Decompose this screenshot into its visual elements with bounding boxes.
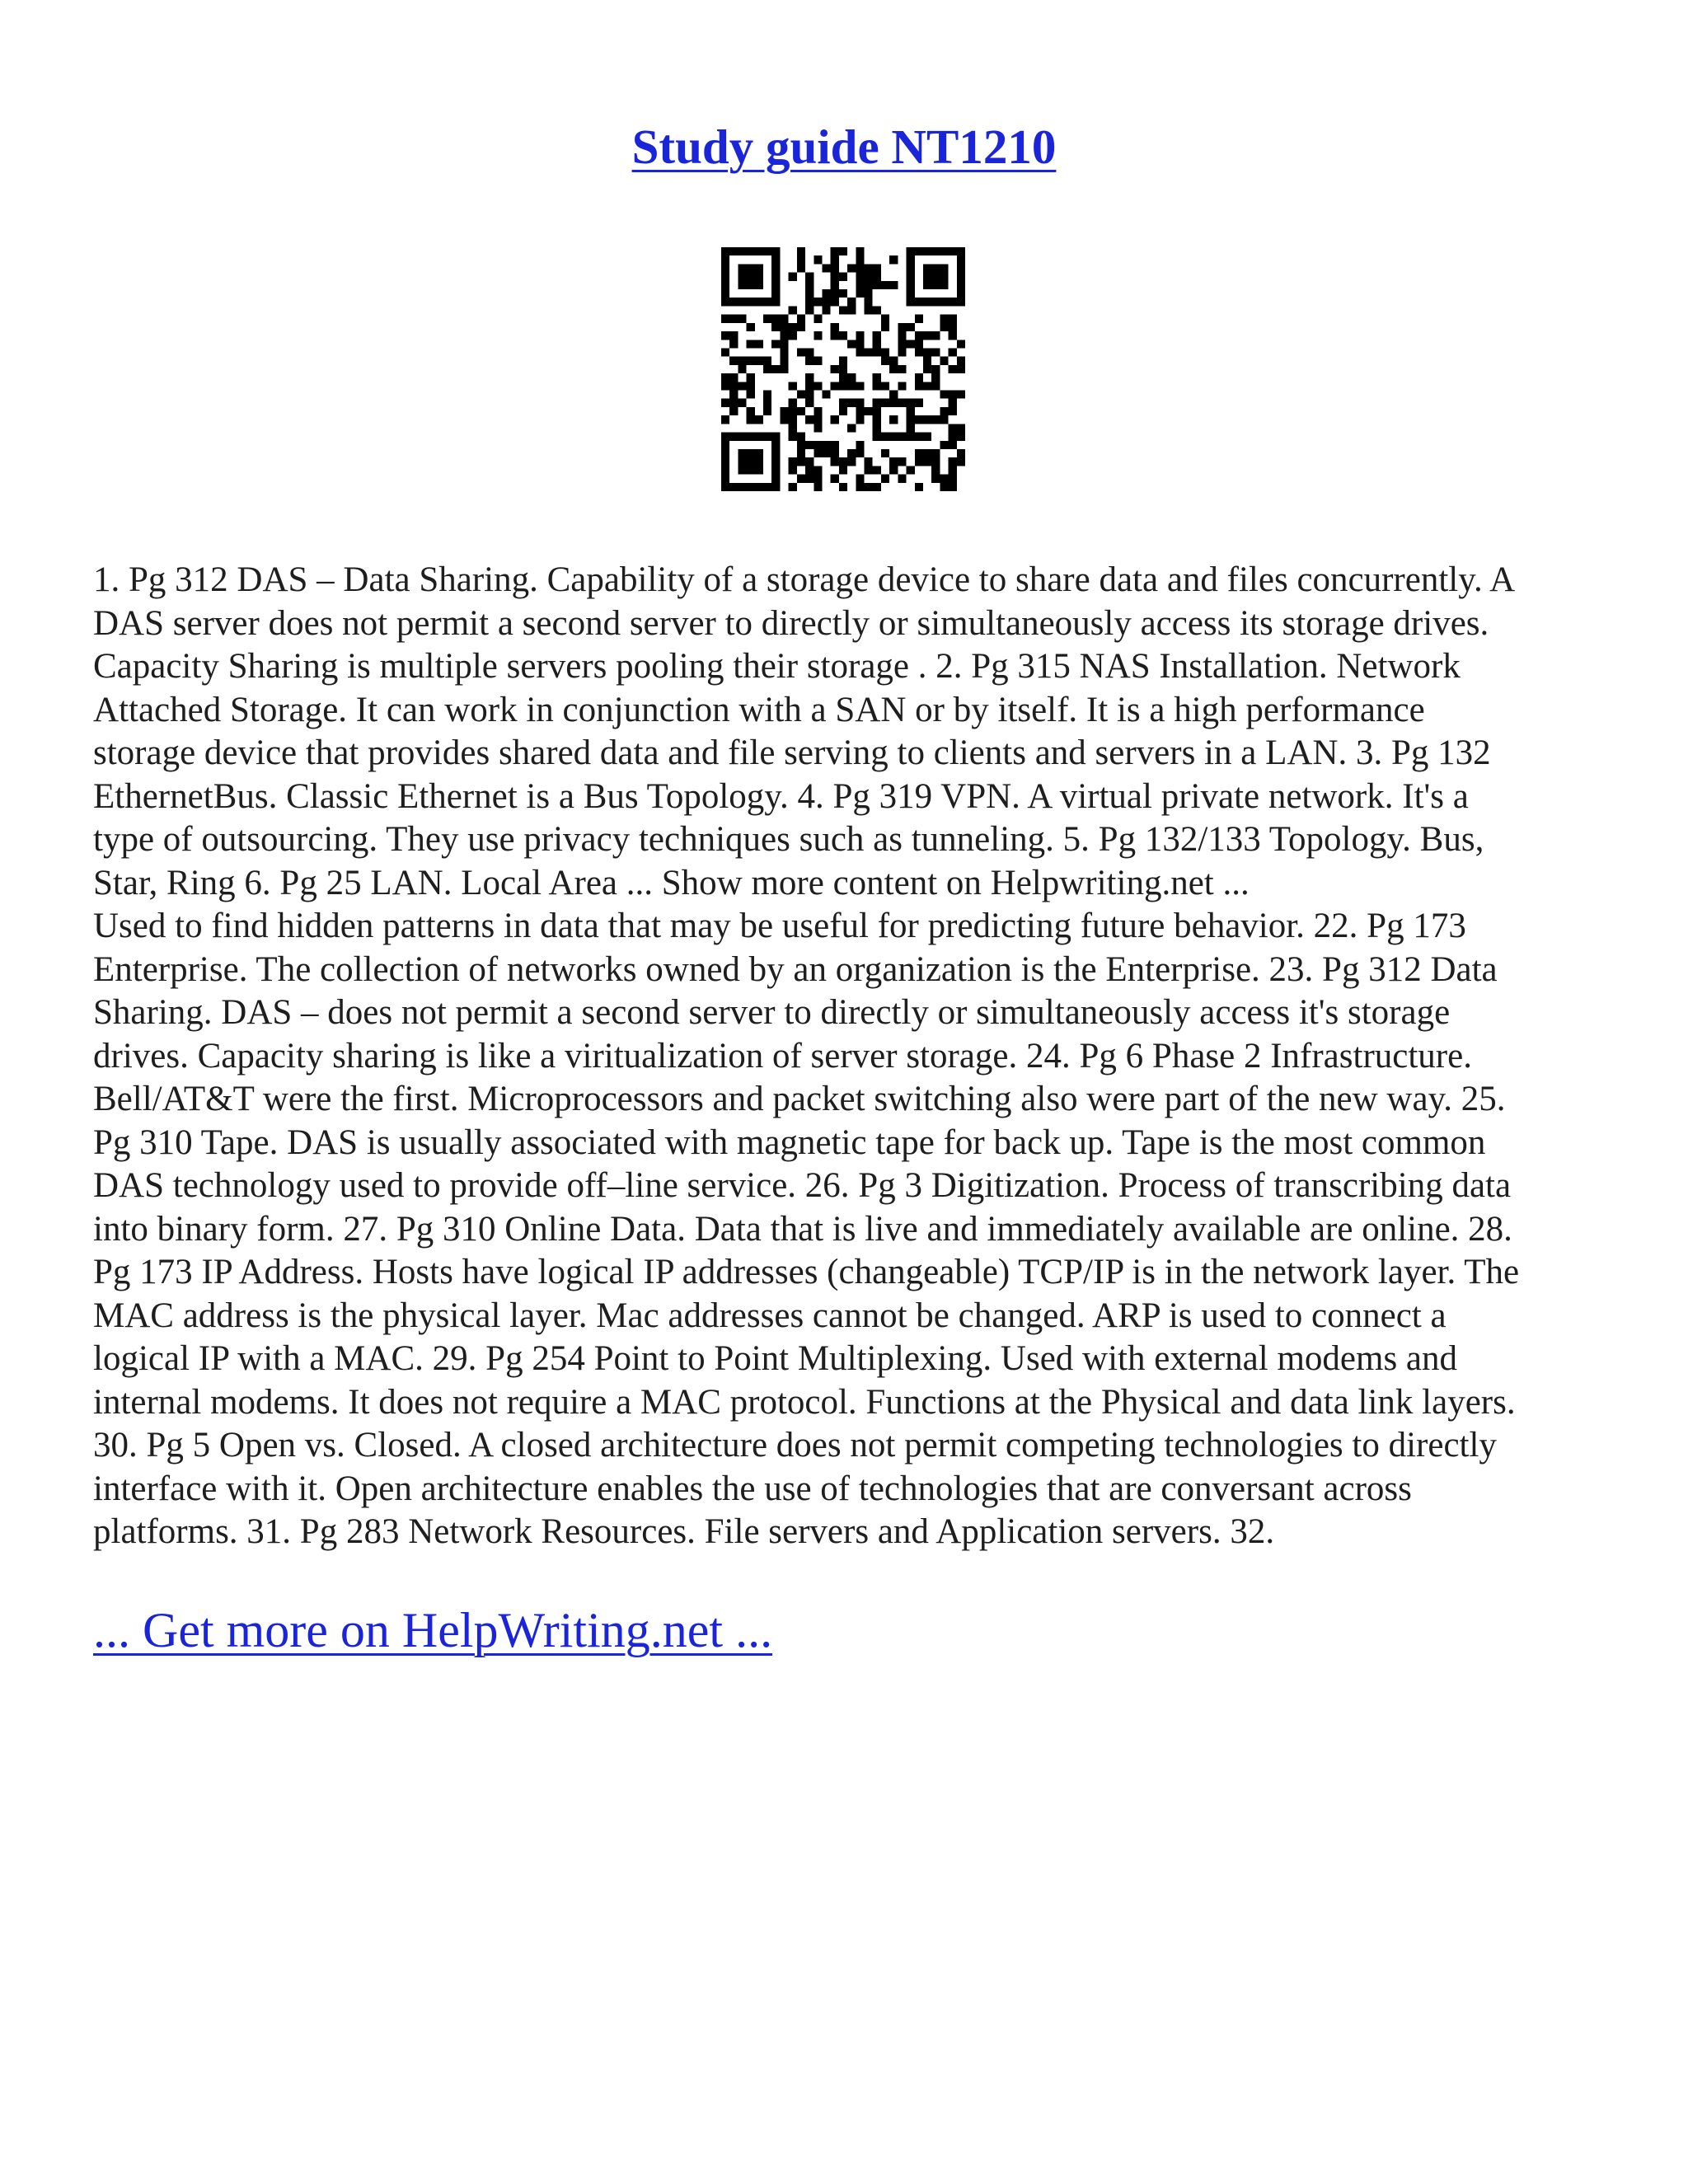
page-title — [0, 114, 1688, 180]
body-paragraph: 1. Pg 312 DAS – Data Sharing. Capability of a storage device to share data and files concurrently. A DAS server does not permit a second server to directly or simultaneously access its storage drives. Capacity Sharing is multiple servers pooling their storage . 2. Pg 315 NAS Installation. Network Attached Storage. It can work in conjunction with a SAN or by itself. It is a high performance storage device that provides shared data and file serving to clients and servers in a LAN. 3. Pg 132 EthernetBus. Classic Ethernet is a Bus Topology. 4. Pg 319 VPN. A virtual private network. It's a type of outsourcing. They use privacy techniques such as tunneling. 5. Pg 132/133 Topology. Bus, Star, Ring 6. Pg 25 LAN. Local Area ... Show more content on Helpwriting.net ... Used to find hidden patterns in data that may be useful for predicting future behavior. 22. Pg 173 Enterprise. The collection of networks owned by an organization is the Enterprise. 23. Pg 312 Data Sharing. DAS – does not permit a second server to directly or simultaneously access it's storage drives. Capacity sharing is like a viritualization of server storage. 24. Pg 6 Phase 2 Infrastructure. Bell/AT&T were the first. Microprocessors and packet switching also were part of the new way. 25. Pg 310 Tape. DAS is usually associated with magnetic tape for back up. Tape is the most common DAS technology used to provide off–line service. 26. Pg 3 Digitization. Process of transcribing data into binary form. 27. Pg 310 Online Data. Data that is live and immediately available are online. 28. Pg 173 IP Address. Hosts have logical IP addresses (changeable) TCP/IP is in the network layer. The MAC address is the physical layer. Mac addresses cannot be changed. ARP is used to connect a logical IP with a MAC. 29. Pg 254 Point to Point Multiplexing. Used with external modems and internal modems. It does not require a MAC protocol. Functions at the Physical and data link layers. 30. Pg 5 Open vs. Closed. A closed architecture does not permit competing technologies to directly interface with it. Open architecture enables the use of technologies that are conversant across platforms. 31. Pg 283 Network Resources. File servers and Application servers. 32. — [93, 560, 1520, 1551]
qr-code-image — [721, 247, 965, 491]
get-more-link[interactable]: ... Get more on HelpWriting.net ... — [93, 1603, 773, 1657]
title-link[interactable]: Study guide NT1210 — [631, 120, 1057, 174]
get-more-link-wrapper — [93, 1597, 772, 1663]
